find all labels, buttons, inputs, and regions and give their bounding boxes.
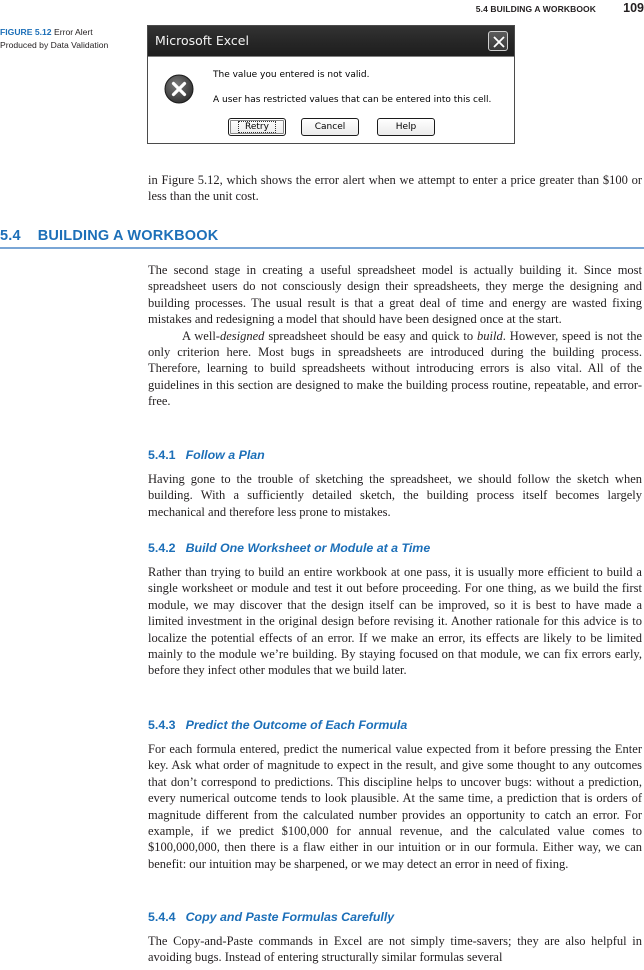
subsection-title: Build One Worksheet or Module at a Time [185,541,431,555]
subsection-body-5-4-1 [148,471,642,520]
dialog-message-1: The value you entered is not valid. [213,70,370,80]
running-head [0,3,644,15]
section-paragraph-1: The second stage in creating a useful spreadsheet model is actually building it. Since most spreadsheet users do not consciously design their spreadsheets, they merge the designing and building processes. The usual result is that a great deal of time and energy are wasted fixing mistakes and redesigning a model that should have been designed once at the start. [148,263,642,327]
subsection-body-5-4-2 [148,564,642,679]
running-head-title: 5.4 BUILDING A WORKBOOK [475,4,596,14]
subsection-heading-5-4-1 [148,448,265,462]
section-paragraph-2 [148,328,642,410]
figure-caption-line1: Error Alert [53,27,93,37]
subsection-number: 5.4.4 [148,910,176,924]
p2-emphasis-designed: designed [219,328,265,343]
subsection-paragraph: Having gone to the trouble of sketching the spreadsheet, we should follow the sketch when building. With a sufficiently detailed sketch, the building process itself becomes largely mechanical and therefore less prone to mistakes. [148,472,642,519]
dialog-title: Microsoft Excel [155,33,249,48]
subsection-body-5-4-3 [148,741,642,872]
section-heading [0,228,644,248]
section-body [148,262,642,410]
figure-caption-line2: Produced by Data Validation [0,40,109,50]
figure-label: FIGURE 5.12 [0,27,52,37]
subsection-body-5-4-4 [148,933,642,966]
subsection-title: Predict the Outcome of Each Formula [185,718,408,732]
error-x-icon [164,74,194,104]
error-dialog [147,25,515,144]
retry-label: Retry [238,121,276,133]
section-title [0,228,218,244]
dialog-message-2: A user has restricted values that can be entered into this cell. [213,95,492,105]
subsection-number: 5.4.1 [148,448,176,462]
section-rule [0,247,644,249]
p2-part-a: A well- [182,328,220,343]
p2-part-c: spreadsheet should be easy and quick to [264,328,478,343]
subsection-title: Follow a Plan [185,448,265,462]
p2-emphasis-build: build [477,328,503,343]
intro-text: in Figure 5.12, which shows the error alert when we attempt to enter a price greater than $100 or less than the unit cost. [148,173,642,204]
p2-part-e: . However, speed is not the only criterion here. Most bugs in spreadsheets are introduced during the building process. Therefore, learning to build spreadsheets without introducing errors is also vital. All of the guidelines in this section are designed to make the building process routine, repeatable, and error-free. [148,328,642,409]
subsection-title: Copy and Paste Formulas Carefully [185,910,395,924]
help-button[interactable]: Help [377,118,435,136]
subsection-heading-5-4-4 [148,910,394,924]
cancel-button[interactable]: Cancel [301,118,359,136]
section-title-text: BUILDING A WORKBOOK [37,228,219,244]
dialog-titlebar[interactable] [148,26,514,56]
subsection-heading-5-4-3 [148,718,407,732]
intro-paragraph [148,172,642,205]
subsection-paragraph: Rather than trying to build an entire workbook at one pass, it is usually more efficient to build a single worksheet or module and test it out before proceeding. For one thing, as we build the first module, we may discover that the design itself can be improved, so it is best to have made a limited investment in the original design before revising it. Another rationale for this advice is to localize the potential effects of an error. If we make an error, its effects are likely to be limited mainly to the module we’re building. By staying focused on that module, we can fix errors early, before they infect other modules that we build later. [148,565,642,678]
subsection-heading-5-4-2 [148,541,430,555]
close-icon [493,36,505,48]
section-number: 5.4 [0,228,21,244]
subsection-number: 5.4.3 [148,718,176,732]
dialog-body [148,56,514,143]
subsection-paragraph: For each formula entered, predict the numerical value expected from it before pressing the Enter key. Ask what order of magnitude to expect in the result, and give some thought to any outcomes that don’t correspond to predictions. This discipline helps to uncover bugs: without a prediction, every numerical outcome tends to look plausible. At the same time, a prediction that is orders of magnitude different from the calculated number provides an opportunity to catch an error. For example, if we predict $100,000 for annual revenue, and the calculated value comes to $100,000,000, then there is a flaw either in our intuition or in our formula. Either way, we can benefit: our intuition may be sharpened, or we may detect an error in need of fixing. [148,742,642,871]
subsection-number: 5.4.2 [148,541,176,555]
page-number: 109 [623,1,644,15]
subsection-paragraph: The Copy-and-Paste commands in Excel are not simply time-savers; they are also helpful in avoiding bugs. Instead of entering structurally similar formulas several [148,934,642,965]
close-button[interactable] [488,31,508,51]
figure-caption [0,26,140,52]
retry-button[interactable] [228,118,286,136]
